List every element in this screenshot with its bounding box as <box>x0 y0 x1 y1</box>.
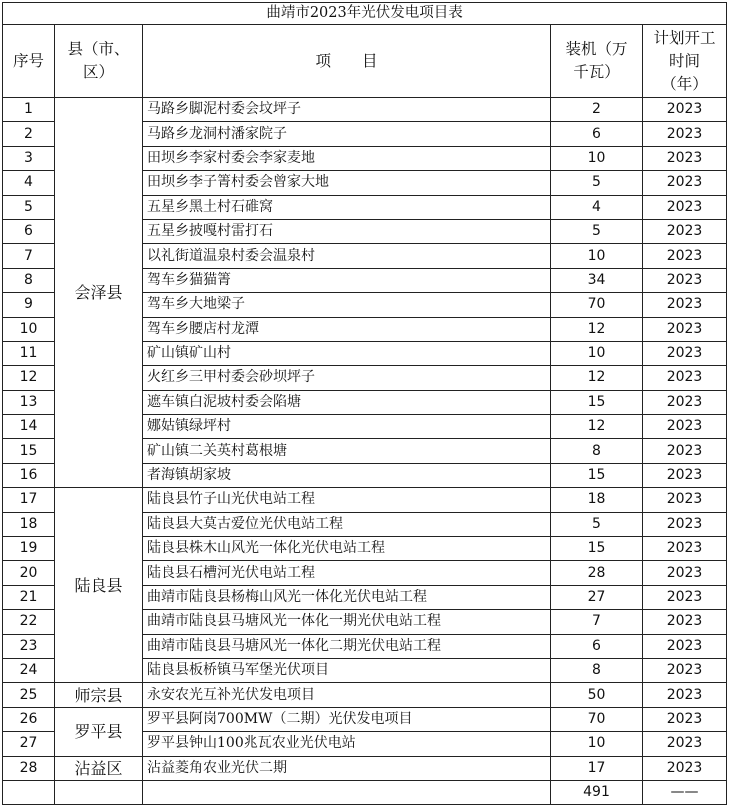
cell-capacity: 15 <box>551 537 643 561</box>
cell-capacity: 15 <box>551 463 643 487</box>
cell-year: 2023 <box>643 390 727 414</box>
cell-capacity: 10 <box>551 732 643 756</box>
cell-capacity: 6 <box>551 122 643 146</box>
cell-capacity: 12 <box>551 366 643 390</box>
total-row <box>3 780 727 804</box>
cell-year: 2023 <box>643 171 727 195</box>
cell-seq: 8 <box>3 268 55 292</box>
cell-county: 沾益区 <box>55 756 143 780</box>
cell-capacity: 8 <box>551 658 643 682</box>
cell-year: 2023 <box>643 463 727 487</box>
cell-capacity: 15 <box>551 390 643 414</box>
header-seq: 序号 <box>3 25 55 98</box>
cell-capacity: 2 <box>551 98 643 122</box>
cell-year: 2023 <box>643 658 727 682</box>
cell-project: 罗平县阿岗700MW（二期）光伏发电项目 <box>143 707 551 731</box>
cell-project: 罗平县钟山100兆瓦农业光伏电站 <box>143 732 551 756</box>
cell-seq: 13 <box>3 390 55 414</box>
cell-capacity: 12 <box>551 317 643 341</box>
cell-capacity: 50 <box>551 683 643 707</box>
header-capacity: 装机（万 千瓦） <box>551 25 643 98</box>
project-table <box>2 2 727 805</box>
header-year: 计划开工 时间 （年） <box>643 25 727 98</box>
cell-project: 矿山镇二关英村葛根塘 <box>143 439 551 463</box>
cell-capacity: 70 <box>551 707 643 731</box>
cell-seq: 21 <box>3 585 55 609</box>
cell-project: 五星乡披嘎村雷打石 <box>143 219 551 243</box>
cell-seq: 9 <box>3 293 55 317</box>
cell-seq: 7 <box>3 244 55 268</box>
cell-year: 2023 <box>643 610 727 634</box>
cell-year: 2023 <box>643 268 727 292</box>
cell-project: 陆良县石槽河光伏电站工程 <box>143 561 551 585</box>
cell-project: 陆良县竹子山光伏电站工程 <box>143 488 551 512</box>
total-seq-empty <box>3 780 55 804</box>
cell-project: 曲靖市陆良县马塘风光一体化一期光伏电站工程 <box>143 610 551 634</box>
cell-seq: 16 <box>3 463 55 487</box>
cell-project: 陆良县大莫古爱位光伏电站工程 <box>143 512 551 536</box>
cell-seq: 10 <box>3 317 55 341</box>
total-capacity: 491 <box>551 780 643 804</box>
cell-year: 2023 <box>643 146 727 170</box>
cell-seq: 25 <box>3 683 55 707</box>
cell-seq: 11 <box>3 341 55 365</box>
cell-capacity: 10 <box>551 341 643 365</box>
cell-seq: 18 <box>3 512 55 536</box>
header-project: 项 目 <box>143 25 551 98</box>
cell-seq: 17 <box>3 488 55 512</box>
cell-project: 遮车镇白泥坡村委会陷塘 <box>143 390 551 414</box>
cell-project: 曲靖市陆良县杨梅山风光一体化光伏电站工程 <box>143 585 551 609</box>
header-row <box>3 25 727 98</box>
cell-capacity: 8 <box>551 439 643 463</box>
cell-project: 矿山镇矿山村 <box>143 341 551 365</box>
cell-capacity: 17 <box>551 756 643 780</box>
cell-capacity: 5 <box>551 219 643 243</box>
cell-project: 娜姑镇绿坪村 <box>143 415 551 439</box>
cell-year: 2023 <box>643 244 727 268</box>
cell-capacity: 70 <box>551 293 643 317</box>
cell-year: 2023 <box>643 707 727 731</box>
cell-seq: 20 <box>3 561 55 585</box>
cell-capacity: 34 <box>551 268 643 292</box>
cell-year: 2023 <box>643 219 727 243</box>
cell-project: 田坝乡李家村委会李家麦地 <box>143 146 551 170</box>
cell-capacity: 12 <box>551 415 643 439</box>
cell-year: 2023 <box>643 439 727 463</box>
cell-project: 沾益菱角农业光伏二期 <box>143 756 551 780</box>
cell-project: 驾车乡腰店村龙潭 <box>143 317 551 341</box>
cell-seq: 26 <box>3 707 55 731</box>
cell-year: 2023 <box>643 122 727 146</box>
cell-year: 2023 <box>643 366 727 390</box>
table-row <box>3 98 727 122</box>
cell-project: 以礼街道温泉村委会温泉村 <box>143 244 551 268</box>
cell-capacity: 5 <box>551 171 643 195</box>
cell-county: 陆良县 <box>55 488 143 683</box>
cell-year: 2023 <box>643 195 727 219</box>
cell-project: 驾车乡大地梁子 <box>143 293 551 317</box>
cell-seq: 23 <box>3 634 55 658</box>
cell-capacity: 18 <box>551 488 643 512</box>
cell-capacity: 5 <box>551 512 643 536</box>
cell-year: 2023 <box>643 341 727 365</box>
cell-seq: 24 <box>3 658 55 682</box>
cell-capacity: 10 <box>551 244 643 268</box>
cell-project: 火红乡三甲村委会砂坝坪子 <box>143 366 551 390</box>
table-row <box>3 756 727 780</box>
cell-seq: 5 <box>3 195 55 219</box>
cell-year: 2023 <box>643 683 727 707</box>
cell-year: 2023 <box>643 634 727 658</box>
cell-project: 永安农光互补光伏发电项目 <box>143 683 551 707</box>
cell-project: 马路乡龙洞村潘家院子 <box>143 122 551 146</box>
header-county: 县（市、 区） <box>55 25 143 98</box>
cell-seq: 3 <box>3 146 55 170</box>
cell-county: 会泽县 <box>55 98 143 488</box>
cell-project: 曲靖市陆良县马塘风光一体化二期光伏电站工程 <box>143 634 551 658</box>
cell-year: 2023 <box>643 756 727 780</box>
cell-county: 罗平县 <box>55 707 143 756</box>
cell-seq: 4 <box>3 171 55 195</box>
cell-year: 2023 <box>643 585 727 609</box>
cell-project: 马路乡脚泥村委会坟坪子 <box>143 98 551 122</box>
cell-capacity: 4 <box>551 195 643 219</box>
cell-seq: 19 <box>3 537 55 561</box>
cell-capacity: 28 <box>551 561 643 585</box>
cell-project: 驾车乡猫猫箐 <box>143 268 551 292</box>
cell-seq: 14 <box>3 415 55 439</box>
cell-year: 2023 <box>643 537 727 561</box>
cell-seq: 2 <box>3 122 55 146</box>
cell-year: 2023 <box>643 415 727 439</box>
total-year: —— <box>643 780 727 804</box>
cell-capacity: 10 <box>551 146 643 170</box>
cell-seq: 6 <box>3 219 55 243</box>
cell-county: 师宗县 <box>55 683 143 707</box>
cell-seq: 27 <box>3 732 55 756</box>
cell-project: 者海镇胡家坡 <box>143 463 551 487</box>
cell-project: 陆良县板桥镇马军堡光伏项目 <box>143 658 551 682</box>
table-row <box>3 488 727 512</box>
cell-year: 2023 <box>643 561 727 585</box>
cell-year: 2023 <box>643 512 727 536</box>
cell-project: 五星乡黑土村石碓窝 <box>143 195 551 219</box>
cell-seq: 28 <box>3 756 55 780</box>
total-county-empty <box>55 780 143 804</box>
cell-project: 田坝乡李子箐村委会曾家大地 <box>143 171 551 195</box>
cell-year: 2023 <box>643 732 727 756</box>
table-title: 曲靖市2023年光伏发电项目表 <box>3 3 727 25</box>
cell-project: 陆良县株木山风光一体化光伏电站工程 <box>143 537 551 561</box>
cell-year: 2023 <box>643 317 727 341</box>
cell-year: 2023 <box>643 98 727 122</box>
cell-seq: 15 <box>3 439 55 463</box>
cell-capacity: 27 <box>551 585 643 609</box>
table-row <box>3 707 727 731</box>
total-project-empty <box>143 780 551 804</box>
cell-seq: 22 <box>3 610 55 634</box>
cell-seq: 12 <box>3 366 55 390</box>
cell-year: 2023 <box>643 488 727 512</box>
cell-capacity: 7 <box>551 610 643 634</box>
cell-seq: 1 <box>3 98 55 122</box>
cell-capacity: 6 <box>551 634 643 658</box>
table-row <box>3 683 727 707</box>
cell-year: 2023 <box>643 293 727 317</box>
